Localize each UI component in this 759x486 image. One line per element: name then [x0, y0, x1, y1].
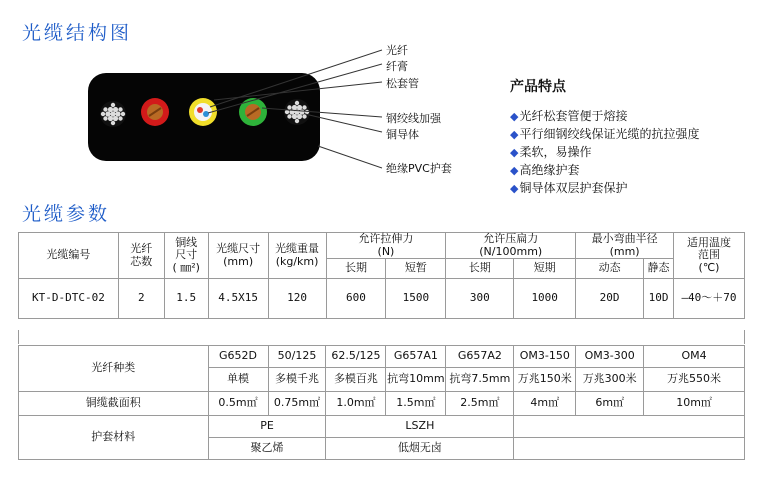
copper-conductor-left	[100, 101, 126, 127]
subheader-tensile-short: 短暂	[386, 259, 446, 279]
cell-tensile-short: 1500	[386, 279, 446, 319]
callout-sheath: 绝缘PVC护套	[386, 162, 452, 175]
cell-fiber-name: 多模百兆	[326, 368, 386, 392]
callout-loose-tube: 松套管	[386, 77, 419, 90]
cell-sheath-name: 低烟无卤	[326, 438, 514, 460]
cell-fiber-code: OM3-150	[514, 346, 576, 368]
cell-bend-static: 10D	[644, 279, 674, 319]
cell-fiber-code: OM3-300	[576, 346, 644, 368]
callout-gel: 纤膏	[386, 60, 408, 73]
cell-area: 4m㎡	[514, 392, 576, 416]
diamond-bullet-icon: ◆	[510, 128, 519, 141]
header-copper-size: 铜线 尺寸 ( ㎜²)	[164, 233, 208, 279]
steel-strand-green	[239, 98, 267, 126]
header-tensile: 允许拉伸力 (N)	[326, 233, 446, 259]
cell-area: 0.75m㎡	[268, 392, 326, 416]
cell-sheath-code: PE	[208, 416, 326, 438]
label-fiber-type: 光纤种类	[19, 346, 209, 392]
cell-fiber-name: 万兆550米	[644, 368, 745, 392]
cell-temperature: —40～＋70	[674, 279, 745, 319]
options-table	[18, 345, 745, 460]
cell-fiber-name: 万兆150米	[514, 368, 576, 392]
callout-fiber: 光纤	[386, 44, 408, 57]
header-cable-size: 光缆尺寸 (mm)	[208, 233, 268, 279]
header-model: 光缆编号	[19, 233, 119, 279]
header-fiber-count: 光纤 芯数	[118, 233, 164, 279]
header-temperature: 适用温度 范围 (℃)	[674, 233, 745, 279]
cell-area: 1.0m㎡	[326, 392, 386, 416]
label-sheath-material: 护套材料	[19, 416, 209, 460]
cell-fiber-name: 多模千兆	[268, 368, 326, 392]
header-crush: 允许压扁力 (N/100mm)	[446, 233, 576, 259]
cell-fiber-code: 62.5/125	[326, 346, 386, 368]
diamond-bullet-icon: ◆	[510, 164, 519, 177]
cell-weight: 120	[268, 279, 326, 319]
cell-bend-dynamic: 20D	[576, 279, 644, 319]
cell-fiber-code: OM4	[644, 346, 745, 368]
cell-fiber-name: 单模	[208, 368, 268, 392]
cell-tensile-long: 600	[326, 279, 386, 319]
feature-item: ◆平行细钢绞线保证光缆的抗拉强度	[510, 127, 700, 141]
cell-sheath-name: 聚乙烯	[208, 438, 326, 460]
subheader-crush-long: 长期	[446, 259, 514, 279]
cable-spec-table	[18, 232, 745, 319]
cell-area: 10m㎡	[644, 392, 745, 416]
subheader-bend-dynamic: 动态	[576, 259, 644, 279]
cell-empty	[514, 416, 745, 438]
subheader-bend-static: 静态	[644, 259, 674, 279]
cell-fiber-code: G657A1	[386, 346, 446, 368]
cell-area: 6m㎡	[576, 392, 644, 416]
cell-empty	[514, 438, 745, 460]
cell-area: 2.5m㎡	[446, 392, 514, 416]
cell-crush-short: 1000	[514, 279, 576, 319]
cell-fiber-name: 抗弯10mm	[386, 368, 446, 392]
cell-fiber-name: 抗弯7.5mm	[446, 368, 514, 392]
cell-sheath-code: LSZH	[326, 416, 514, 438]
table-row	[19, 279, 745, 319]
callout-copper: 铜导体	[386, 128, 419, 141]
feature-item: ◆柔软，易操作	[510, 145, 592, 159]
cell-fiber-name: 万兆300米	[576, 368, 644, 392]
subheader-tensile-long: 长期	[326, 259, 386, 279]
steel-strand-red	[141, 98, 169, 126]
cell-fiber-code: G652D	[208, 346, 268, 368]
header-bend-radius: 最小弯曲半径 (mm)	[576, 233, 674, 259]
label-copper-area: 铜缆截面积	[19, 392, 209, 416]
diamond-bullet-icon: ◆	[510, 146, 519, 159]
cell-fiber-count: 2	[118, 279, 164, 319]
structure-title: 光缆结构图	[22, 22, 133, 44]
cell-cable-size: 4.5X15	[208, 279, 268, 319]
cell-model: KT-D-DTC-02	[19, 279, 119, 319]
params-title: 光缆参数	[22, 203, 111, 225]
header-cable-weight: 光缆重量 (kg/km)	[268, 233, 326, 279]
cable-diagram	[0, 0, 759, 200]
cell-copper-size: 1.5	[164, 279, 208, 319]
cell-area: 1.5m㎡	[386, 392, 446, 416]
feature-item: ◆高绝缘护套	[510, 163, 580, 177]
features-title: 产品特点	[510, 79, 566, 95]
diamond-bullet-icon: ◆	[510, 110, 519, 123]
subheader-crush-short: 短期	[514, 259, 576, 279]
cell-area: 0.5m㎡	[208, 392, 268, 416]
diamond-bullet-icon: ◆	[510, 182, 519, 195]
cell-fiber-code: 50/125	[268, 346, 326, 368]
feature-item: ◆铜导体双层护套保护	[510, 181, 628, 195]
feature-item: ◆光纤松套管便于熔接	[510, 109, 628, 123]
cell-crush-long: 300	[446, 279, 514, 319]
copper-conductor-right	[284, 99, 310, 125]
table-separator	[18, 330, 745, 344]
cell-fiber-code: G657A2	[446, 346, 514, 368]
callout-steel-strand: 钢绞线加强	[386, 112, 441, 125]
